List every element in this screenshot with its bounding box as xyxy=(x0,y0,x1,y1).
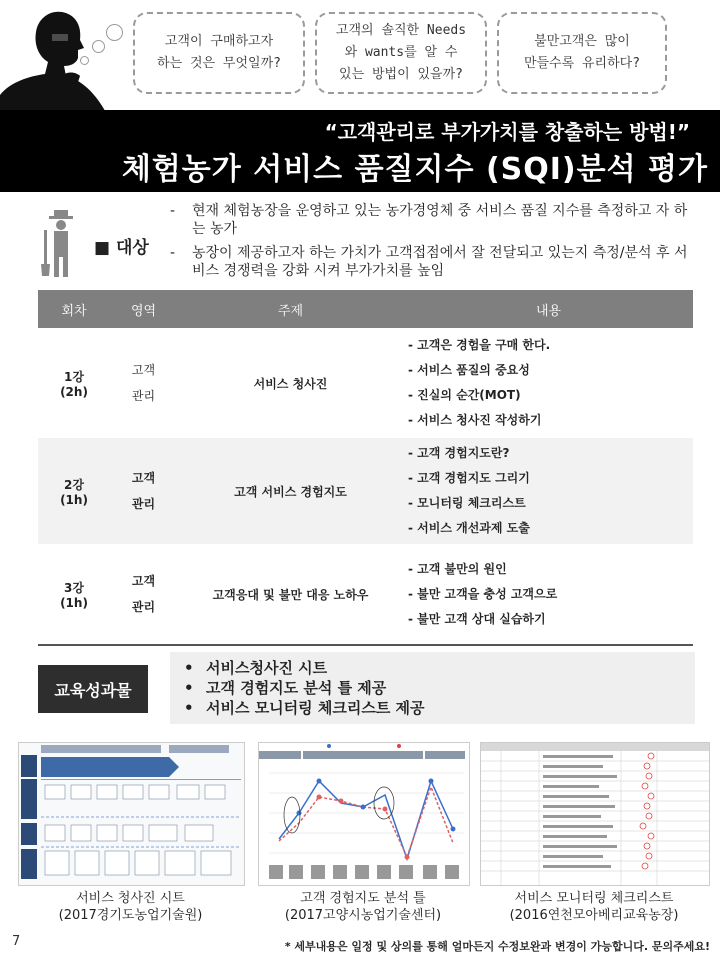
content-item: - 고객은 경험을 구매 한다. xyxy=(408,338,551,352)
outcomes-label: 교육성과물 xyxy=(38,665,148,713)
area-cell xyxy=(110,328,177,438)
target-heading: ■ 대상 xyxy=(94,238,149,258)
table-row xyxy=(38,438,693,544)
content-item: - 서비스 개선과제 도출 xyxy=(408,521,530,535)
title-banner xyxy=(0,110,720,192)
page-number: 7 xyxy=(12,934,21,949)
caption-source: (2016연천모아베리교육농장) xyxy=(509,908,679,923)
thought-dot-3 xyxy=(106,24,123,41)
content-item: - 고객 경험지도란? xyxy=(408,446,510,460)
topic-cell: 고객응대 및 불만 대응 노하우 xyxy=(177,544,404,645)
content-cell xyxy=(404,544,693,645)
content-cell xyxy=(404,438,693,544)
header-content: 내용 xyxy=(404,290,693,328)
outcomes-list xyxy=(170,652,695,724)
caption-title: 고객 경험지도 분석 틀 xyxy=(300,891,426,906)
content-item: - 고객 경험지도 그리기 xyxy=(408,471,530,485)
curriculum-table xyxy=(38,290,693,646)
content-item: - 불만 고객을 충성 고객으로 xyxy=(408,586,558,601)
content-item: - 불만 고객 상대 실습하기 xyxy=(408,611,546,626)
caption-source: (2017경기도농업기술원) xyxy=(58,908,203,923)
journey-map-thumbnail xyxy=(258,742,470,886)
session-value: 1강 (2h) xyxy=(60,369,88,399)
banner-title: 체험농가 서비스 품질지수 (SQI)분석 평가 xyxy=(121,152,708,187)
topic-cell: 서비스 청사진 xyxy=(177,328,404,438)
banner-subtitle: “고객관리로 부가가치를 창출하는 방법!” xyxy=(324,120,690,144)
thought-bubble-2 xyxy=(315,12,487,94)
session-value: 3강 (1h) xyxy=(60,580,88,610)
outcome-item: • 서비스 모니터링 체크리스트 제공 xyxy=(206,698,695,718)
session-cell xyxy=(38,544,110,645)
table-row xyxy=(38,544,693,645)
area-value: 고객 관리 xyxy=(131,574,156,614)
outcome-item: • 고객 경험지도 분석 틀 제공 xyxy=(206,678,695,698)
content-cell xyxy=(404,328,693,438)
thumbnail-caption-1 xyxy=(18,890,243,924)
content-item: - 서비스 품질의 중요성 xyxy=(408,363,530,377)
farmer-icon xyxy=(40,210,76,278)
session-cell xyxy=(38,438,110,544)
monitoring-checklist-thumbnail xyxy=(480,742,710,886)
thought-text-3: 불만고객은 많이 만들수록 유리하다? xyxy=(523,34,641,71)
thought-bubble-1 xyxy=(133,12,305,94)
topic-cell: 고객 서비스 경험지도 xyxy=(177,438,404,544)
content-item: - 고객 불만의 원인 xyxy=(408,561,507,576)
target-item-2: - 농장이 제공하고자 하는 가치가 고객접점에서 잘 전달되고 있는지 측정/분석 후 서비스 경쟁력을 강화 시켜 부가가치를 높임 xyxy=(170,244,690,280)
session-value: 2강 (1h) xyxy=(60,477,88,507)
header-area: 영역 xyxy=(110,290,177,328)
area-value: 고객 관리 xyxy=(131,471,156,511)
target-label: 대상 xyxy=(115,238,149,258)
target-item-1: - 현재 체험농장을 운영하고 있는 농가경영체 중 서비스 품질 지수를 측정하고 자 하는 농가 xyxy=(170,202,690,238)
thought-bubble-3 xyxy=(497,12,667,94)
thought-dot-2 xyxy=(92,40,105,53)
area-cell xyxy=(110,438,177,544)
target-list xyxy=(170,202,690,286)
area-cell xyxy=(110,544,177,645)
thumbnail-caption-3 xyxy=(475,890,713,924)
table-header-row xyxy=(38,290,693,328)
thought-text-2: 고객의 솔직한 Needs 와 wants를 알 수 있는 방법이 있을까? xyxy=(335,23,467,82)
header-topic: 주제 xyxy=(177,290,404,328)
content-item: - 진실의 순간(MOT) xyxy=(408,388,521,402)
table-row xyxy=(38,328,693,438)
caption-title: 서비스 청사진 시트 xyxy=(76,891,185,906)
content-item: - 모니터링 체크리스트 xyxy=(408,496,526,510)
area-value: 고객 관리 xyxy=(131,363,156,403)
content-item: - 서비스 청사진 작성하기 xyxy=(408,413,542,427)
service-blueprint-thumbnail xyxy=(18,742,245,886)
thought-text-1: 고객이 구매하고자 하는 것은 무엇일까? xyxy=(157,34,281,71)
caption-source: (2017고양시농업기술센터) xyxy=(284,908,442,923)
thumbnail-caption-2 xyxy=(248,890,478,924)
session-cell xyxy=(38,328,110,438)
outcome-item: • 서비스청사진 시트 xyxy=(206,658,695,678)
thought-dot-1 xyxy=(80,56,89,65)
header-session: 회차 xyxy=(38,290,110,328)
footnote: * 세부내용은 일정 및 상의를 통해 얼마든지 수정보완과 변경이 가능합니다. 문의주세요! xyxy=(284,940,710,953)
caption-title: 서비스 모니터링 체크리스트 xyxy=(514,891,674,906)
